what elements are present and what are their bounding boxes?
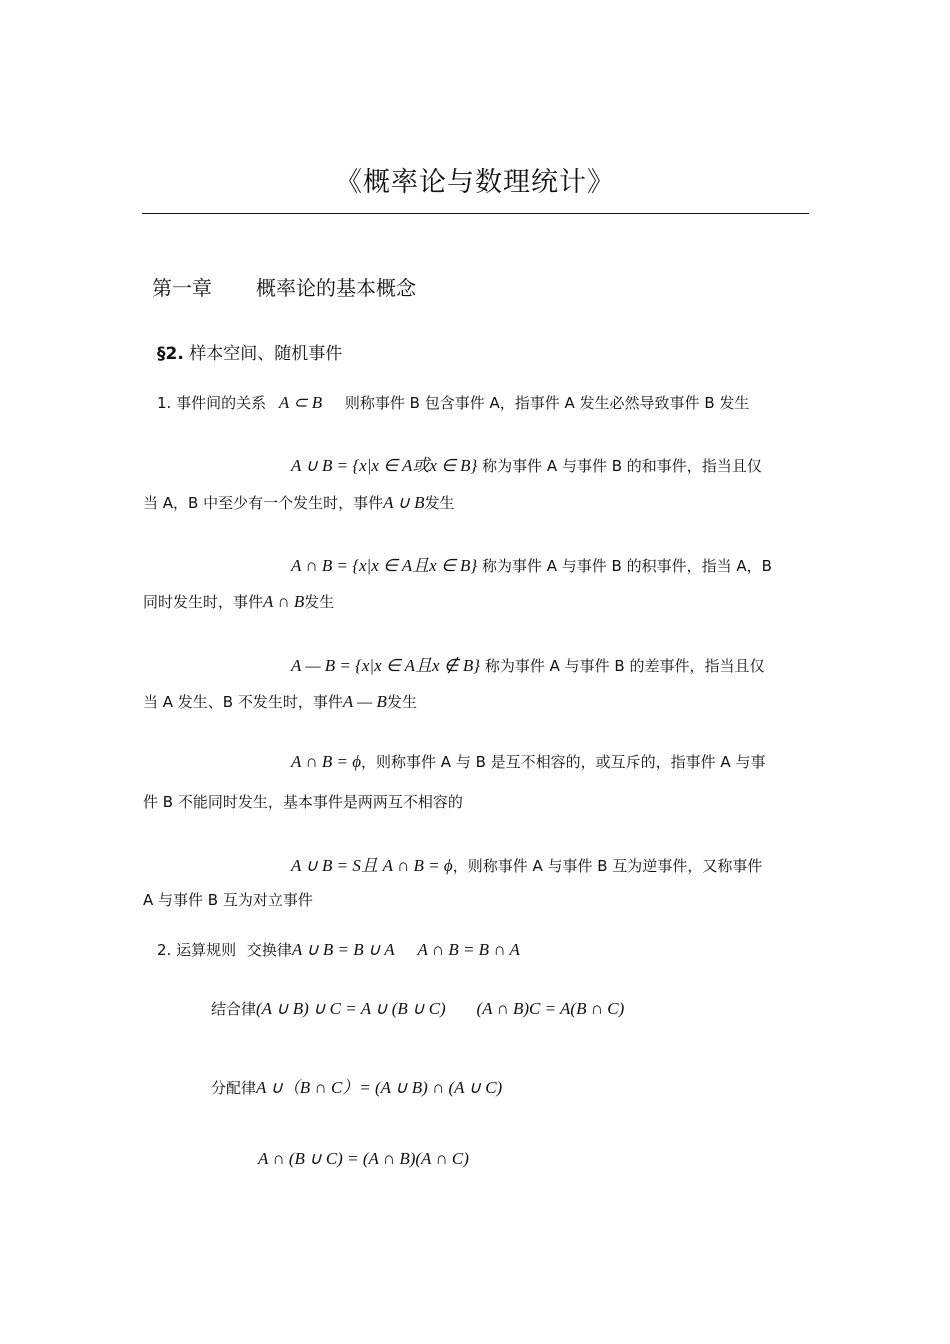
- union-text-2: 当 A，B 中至少有一个发生时，事件: [143, 494, 384, 512]
- document-title: 《概率论与数理统计》: [335, 167, 615, 198]
- difference-symbol: A — B: [342, 692, 387, 711]
- item2-label: 2.: [157, 941, 172, 959]
- chapter-heading: [152, 272, 416, 301]
- distributive-formula-1: A ∪（B ∩ C）= (A ∪ B) ∩ (A ∪ C): [256, 1078, 503, 1097]
- intersection-formula: A ∩ B = {x|x ∈ A且x ∈ B}: [291, 556, 478, 575]
- associative-formula-2: (A ∩ B)C = A(B ∩ C): [476, 999, 625, 1018]
- complement-formula-2: A ∩ B = ϕ: [382, 856, 453, 875]
- complement-text: ，则称事件 A 与事件 B 互为逆事件，又称事件: [452, 857, 763, 875]
- distributive-line: [211, 1073, 502, 1098]
- item1-label: 1.: [157, 394, 172, 412]
- associative-line: [211, 998, 624, 1019]
- distributive-formula-2: A ∩ (B ∪ C) = (A ∩ B)(A ∩ C): [258, 1149, 469, 1168]
- item2-commutative-line: [157, 939, 520, 960]
- commutative-label: 交换律: [246, 941, 292, 959]
- exclusive-text: ，则称事件 A 与 B 是互不相容的，或互斥的，指事件 A 与事: [361, 753, 766, 771]
- section-heading: [157, 339, 342, 364]
- intersection-end: 发生: [304, 593, 335, 611]
- item1-lead: 事件间的关系: [176, 394, 267, 412]
- chapter-name: 概率论的基本概念: [256, 276, 416, 300]
- chapter-number: 第一章: [152, 276, 212, 300]
- difference-line: [291, 651, 764, 676]
- item1-subset-line: [157, 392, 749, 413]
- complement-formula-1: A ∪ B = S且: [291, 856, 378, 875]
- intersection-text-2: 同时发生时，事件: [143, 593, 264, 611]
- intersection-text: 称为事件 A 与事件 B 的积事件，指当 A，B: [481, 557, 772, 575]
- union-line-2: [143, 492, 455, 513]
- complement-text-2: A 与事件 B 互为对立事件: [143, 891, 313, 909]
- intersection-symbol: A ∩ B: [263, 592, 305, 611]
- union-formula: A ∪ B = {x|x ∈ A或x ∈ B}: [291, 456, 478, 475]
- commutative-formula-2: A ∩ B = B ∩ A: [417, 940, 520, 959]
- difference-formula: A — B = {x|x ∈ A且x ∉ B}: [291, 656, 481, 675]
- distributive-label: 分配律: [211, 1079, 257, 1097]
- distributive-line-2: [258, 1149, 469, 1169]
- title-divider: [142, 213, 809, 214]
- complement-line-2: [143, 889, 313, 910]
- exclusive-text-2: 件 B 不能同时发生，基本事件是两两互不相容的: [143, 793, 463, 811]
- section-number: §2.: [157, 344, 184, 364]
- exclusive-formula: A ∩ B = ϕ: [291, 752, 362, 771]
- union-end: 发生: [424, 494, 455, 512]
- subset-text: 则称事件 B 包含事件 A，指事件 A 发生必然导致事件 B 发生: [344, 394, 750, 412]
- intersection-line: [291, 551, 772, 576]
- exclusive-line-2: [143, 791, 463, 812]
- union-line: [291, 451, 762, 476]
- commutative-formula-1: A ∪ B = B ∪ A: [291, 940, 395, 959]
- difference-end: 发生: [386, 693, 417, 711]
- exclusive-line: [291, 751, 765, 772]
- associative-label: 结合律: [211, 1000, 257, 1018]
- union-symbol: A ∪ B: [383, 493, 425, 512]
- complement-line: [291, 851, 762, 876]
- difference-line-2: [143, 691, 417, 712]
- union-text: 称为事件 A 与事件 B 的和事件，指当且仅: [482, 457, 762, 475]
- intersection-line-2: [143, 591, 334, 612]
- item2-lead: 运算规则: [176, 941, 237, 959]
- associative-formula-1: (A ∪ B) ∪ C = A ∪ (B ∪ C): [256, 999, 446, 1018]
- difference-text: 称为事件 A 与事件 B 的差事件，指当且仅: [484, 657, 765, 675]
- subset-formula: A ⊂ B: [278, 393, 323, 412]
- difference-text-2: 当 A 发生、B 不发生时，事件: [143, 693, 343, 711]
- section-name: 样本空间、随机事件: [189, 344, 343, 364]
